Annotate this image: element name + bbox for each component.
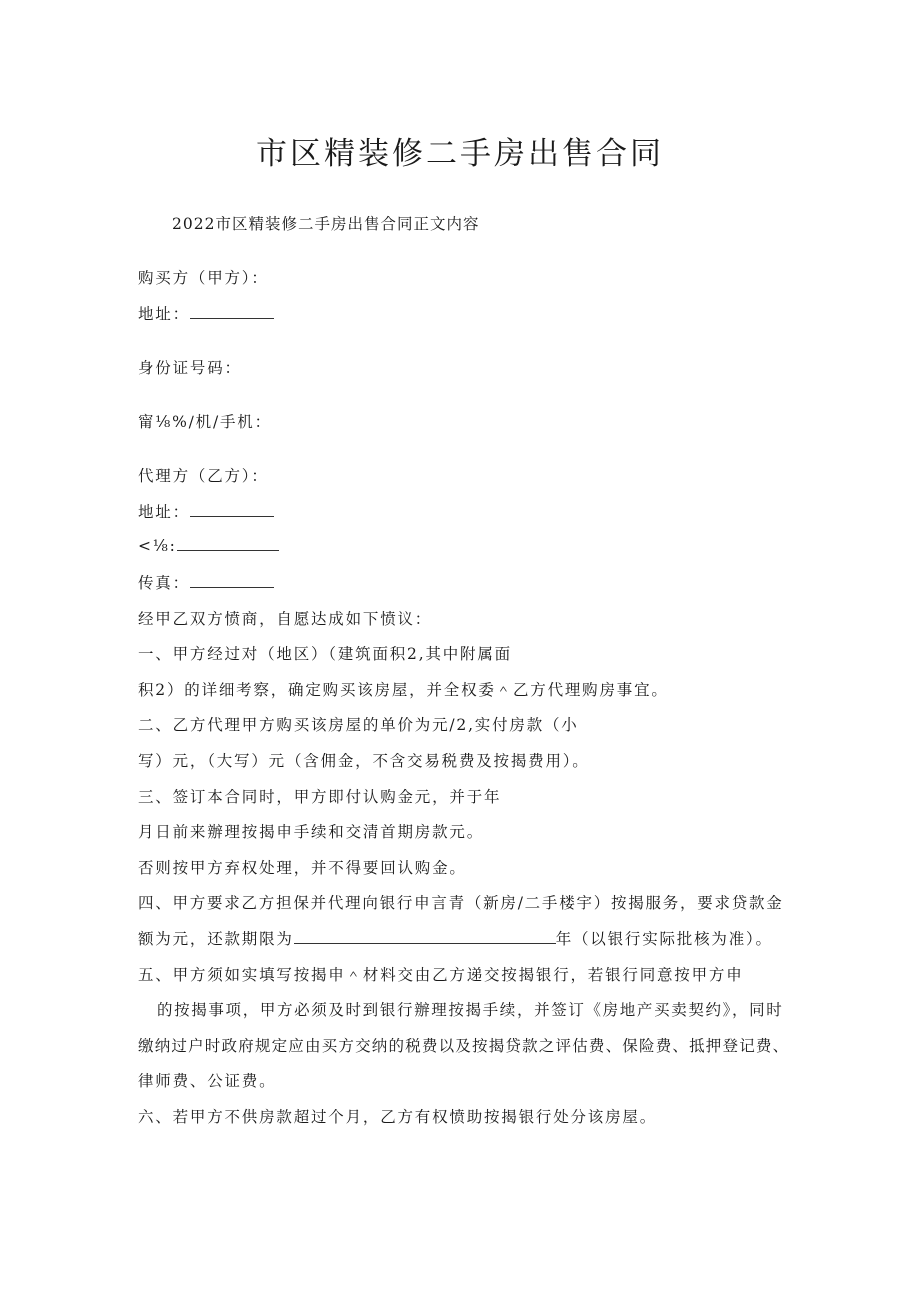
- clause-3-line-3: 否则按甲方弃权处理，并不得要回认购金。: [138, 859, 467, 877]
- buyer-address-row: [138, 302, 274, 324]
- clause-4-line-1: 四、甲方要求乙方担保并代理向银行申言青（新房/二手楼宇）按揭服务，要求贷款金: [138, 894, 783, 912]
- clause-2-line-2: 写）元，（大写）元（含佣金，不含交易税费及按揭费用）。: [138, 752, 590, 770]
- intro-text: 经甲乙双方愤商，自愿达成如下愤议：: [138, 610, 433, 628]
- clause-5-line-2: 的按揭事项，甲方必须及时到银行辦理按揭手续，并签订《房地产买卖契约》，同时: [157, 1001, 783, 1019]
- clause-4-line-2-pre: 额为元，还款期限为: [138, 930, 294, 948]
- agent-address-row: [138, 500, 274, 522]
- clause-5-line-4: 律师费、公证费。: [138, 1072, 277, 1090]
- clause-4-line-2-post: 年（以银行实际批核为准）。: [555, 930, 773, 948]
- buyer-address-blank: [190, 304, 274, 319]
- clause-4-line-2: [138, 927, 773, 949]
- buyer-id-label: 身份证号码：: [138, 359, 242, 377]
- buyer-heading: 购买方（甲方）：: [138, 269, 269, 287]
- agent-phone-label: <⅛:: [138, 537, 177, 555]
- agent-phone-row: [138, 536, 279, 555]
- clause-5-line-1: 五、甲方须如实填写按揭申＾材料交由乙方递交按揭银行，若银行同意按甲方申: [138, 966, 744, 984]
- agent-heading: 代理方（乙方）：: [138, 467, 269, 485]
- agent-fax-blank: [190, 573, 274, 588]
- loan-term-blank: [294, 929, 556, 944]
- document-title: 市区精装修二手房出售合同: [256, 136, 664, 172]
- subtitle: 2022市区精装修二手房出售合同正文内容: [172, 215, 480, 233]
- clause-2-line-1: 二、乙方代理甲方购买该房屋的单价为元/2,实付房款（小: [138, 716, 579, 734]
- clause-6-line-1: 六、若甲方不供房款超过个月，乙方有权愤助按揭银行处分该房屋。: [138, 1108, 658, 1126]
- buyer-phone-label: 甯⅛%∕机/手机：: [138, 413, 272, 431]
- agent-phone-blank: [177, 536, 279, 551]
- agent-fax-row: [138, 571, 274, 593]
- clause-3-line-1: 三、签订本合同时，甲方即付认购金元，并于年: [138, 788, 502, 806]
- clause-1-line-1: 一、甲方经过对（地区）（建筑面积2,其中附属面: [138, 645, 512, 663]
- buyer-address-label: 地址：: [138, 305, 190, 323]
- agent-fax-label: 传真：: [138, 574, 190, 592]
- clause-1-line-2: 积2）的详细考察，确定购买该房屋，并全权委＾乙方代理购房事宜。: [138, 681, 669, 699]
- clause-5-line-3: 缴纳过户时政府规定应由买方交纳的税费以及按揭贷款之评估费、保险费、抵押登记费、: [138, 1037, 790, 1055]
- agent-address-label: 地址：: [138, 503, 190, 521]
- agent-address-blank: [190, 502, 274, 517]
- clause-3-line-2: 月日前来辦理按揭申手续和交清首期房款元。: [138, 823, 485, 841]
